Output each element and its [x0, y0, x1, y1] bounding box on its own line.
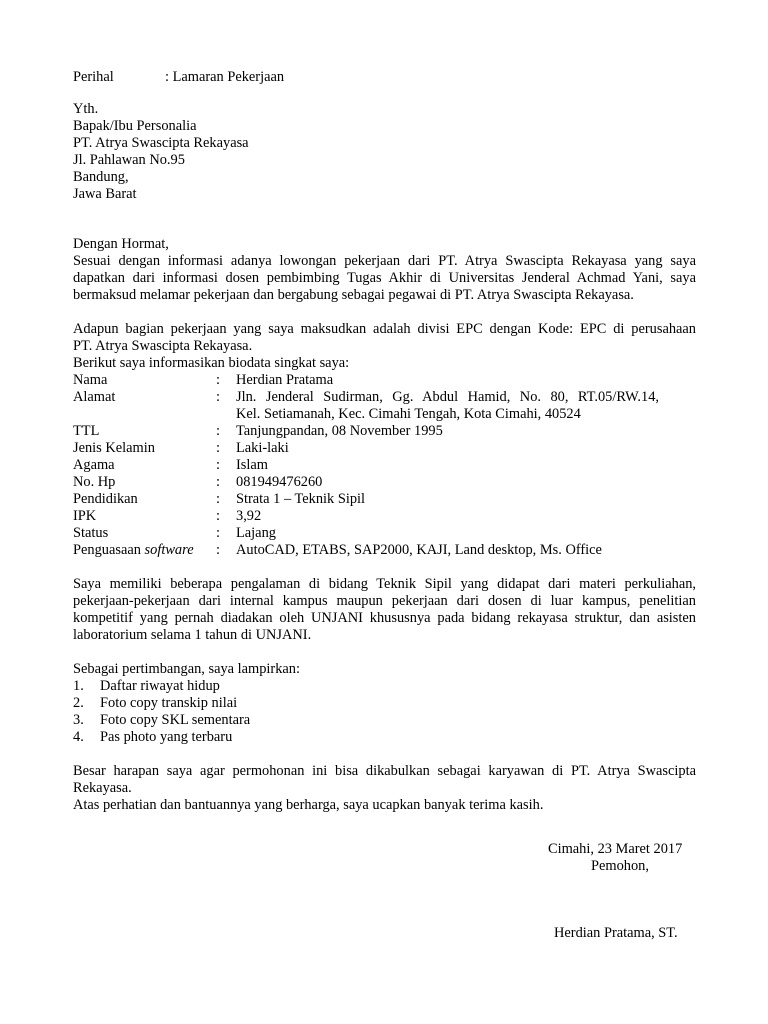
biodata-colon: : — [216, 389, 220, 405]
biodata-label: IPK — [73, 508, 97, 524]
address-line: Jl. Pahlawan No.95 — [73, 152, 185, 168]
list-text: Daftar riwayat hidup — [100, 678, 220, 694]
paragraph-line: bermaksud melamar pekerjaan dan bergabung sebagai pegawai di PT. Atrya Swascipta Rekayasa. — [73, 287, 634, 303]
biodata-value: Islam — [236, 457, 268, 473]
biodata-label — [73, 542, 216, 559]
role-text: Pemohon, — [591, 858, 649, 874]
paragraph-thanks: Atas perhatian dan bantuannya yang berharga, saya ucapkan banyak terima kasih. — [73, 797, 544, 813]
list-item — [73, 729, 696, 746]
biodata-label: TTL — [73, 423, 100, 439]
address-line: Bandung, — [73, 169, 129, 185]
address-line: Jawa Barat — [73, 186, 137, 202]
biodata-label: Jenis Kelamin — [73, 440, 155, 456]
list-text: Foto copy SKL sementara — [100, 712, 251, 728]
biodata-colon: : — [216, 508, 220, 524]
paragraph-intro — [73, 253, 696, 304]
subject-value: : Lamaran Pekerjaan — [165, 69, 285, 85]
biodata-colon: : — [216, 542, 220, 558]
biodata-colon: : — [216, 423, 220, 439]
list-text: Pas photo yang terbaru — [100, 729, 233, 745]
biodata-colon: : — [216, 491, 220, 507]
biodata-intro: Berikut saya informasikan biodata singkat saya: — [73, 355, 350, 371]
list-number: 2. — [73, 695, 84, 711]
paragraph-line: pekerjaan-pekerjaan dari internal kampus maupun pekerjaan dari dosen di luar kampus, penelitian — [73, 593, 696, 609]
biodata-row — [73, 440, 696, 457]
biodata-value: Herdian Pratama — [236, 372, 334, 388]
paragraph-line: kompetitif yang pernah diadakan oleh UNJANI khususnya pada bidang rekayasa struktur, dan asisten — [73, 610, 696, 626]
biodata-label-italic: software — [144, 542, 194, 558]
subject-line — [73, 69, 284, 86]
paragraph-experience — [73, 576, 696, 644]
paragraph-line: Besar harapan saya agar permohonan ini bisa dikabulkan sebagai karyawan di PT. Atrya Swascipta — [73, 763, 696, 779]
biodata-value: Lajang — [236, 525, 276, 541]
biodata-row — [73, 508, 696, 525]
paragraph-line: Sesuai dengan informasi adanya lowongan pekerjaan dari PT. Atrya Swascipta Rekayasa yang saya — [73, 253, 696, 269]
paragraph-line: Saya memiliki beberapa pengalaman di bidang Teknik Sipil yang didapat dari materi perkuliahan, — [73, 576, 696, 592]
biodata-value: AutoCAD, ETABS, SAP2000, KAJI, Land desktop, Ms. Office — [236, 542, 602, 558]
list-item — [73, 695, 696, 712]
paragraph-closing — [73, 763, 696, 814]
greeting: Dengan Hormat, — [73, 236, 169, 252]
recipient-address — [73, 101, 249, 203]
biodata-row — [73, 389, 696, 423]
biodata-label: Pendidikan — [73, 491, 138, 507]
biodata-row — [73, 372, 696, 389]
attachments-intro: Sebagai pertimbangan, saya lampirkan: — [73, 661, 300, 677]
address-line: PT. Atrya Swascipta Rekayasa — [73, 135, 249, 151]
biodata-label: Agama — [73, 457, 115, 473]
biodata-value-line: Kel. Setiamanah, Kec. Cimahi Tengah, Kota Cimahi, 40524 — [236, 406, 581, 422]
biodata-value: 081949476260 — [236, 474, 323, 490]
list-item — [73, 712, 696, 729]
paragraph-position — [73, 321, 696, 355]
subject-label: Perihal — [73, 69, 114, 85]
paragraph-line: dapatkan dari informasi dosen pembimbing Tugas Akhir di Universitas Jenderal Achmad Yani, saya — [73, 270, 696, 286]
biodata-value: Tanjungpandan, 08 November 1995 — [236, 423, 443, 439]
biodata-value: Laki-laki — [236, 440, 289, 456]
biodata-row — [73, 423, 696, 440]
paragraph-line: PT. Atrya Swascipta Rekayasa. — [73, 338, 253, 354]
biodata-colon: : — [216, 440, 220, 456]
biodata-value-line: Jln. Jenderal Sudirman, Gg. Abdul Hamid, No. 80, RT.05/RW.14, — [236, 389, 659, 405]
biodata-label: Status — [73, 525, 109, 541]
biodata-label: No. Hp — [73, 474, 116, 490]
biodata-value: 3,92 — [236, 508, 262, 524]
paragraph-line: Rekayasa. — [73, 780, 132, 796]
biodata-label: Alamat — [73, 389, 116, 405]
place-date-text: Cimahi, 23 Maret 2017 — [548, 841, 683, 857]
letter-body — [73, 236, 696, 814]
biodata-colon: : — [216, 457, 220, 473]
list-number: 4. — [73, 729, 84, 745]
biodata-row — [73, 525, 696, 542]
address-line: Bapak/Ibu Personalia — [73, 118, 197, 134]
biodata-colon: : — [216, 474, 220, 490]
biodata-colon: : — [216, 525, 220, 541]
biodata-value — [236, 389, 696, 423]
biodata-row — [73, 542, 696, 559]
biodata-label: Nama — [73, 372, 108, 388]
attachments-list — [73, 678, 696, 746]
list-text: Foto copy transkip nilai — [100, 695, 238, 711]
name-text: Herdian Pratama, ST. — [554, 925, 678, 941]
biodata-colon: : — [216, 372, 220, 388]
biodata-table — [73, 372, 696, 559]
biodata-row — [73, 491, 696, 508]
list-number: 3. — [73, 712, 84, 728]
biodata-label-text: Penguasaan — [73, 542, 145, 558]
list-item — [73, 678, 696, 695]
list-number: 1. — [73, 678, 84, 694]
biodata-row — [73, 474, 696, 491]
paragraph-line: Adapun bagian pekerjaan yang saya maksudkan adalah divisi EPC dengan Kode: EPC di perusahaan — [73, 321, 696, 337]
address-line: Yth. — [73, 101, 99, 117]
biodata-value: Strata 1 – Teknik Sipil — [236, 491, 366, 507]
biodata-row — [73, 457, 696, 474]
paragraph-line: laboratorium selama 1 tahun di UNJANI. — [73, 627, 312, 643]
